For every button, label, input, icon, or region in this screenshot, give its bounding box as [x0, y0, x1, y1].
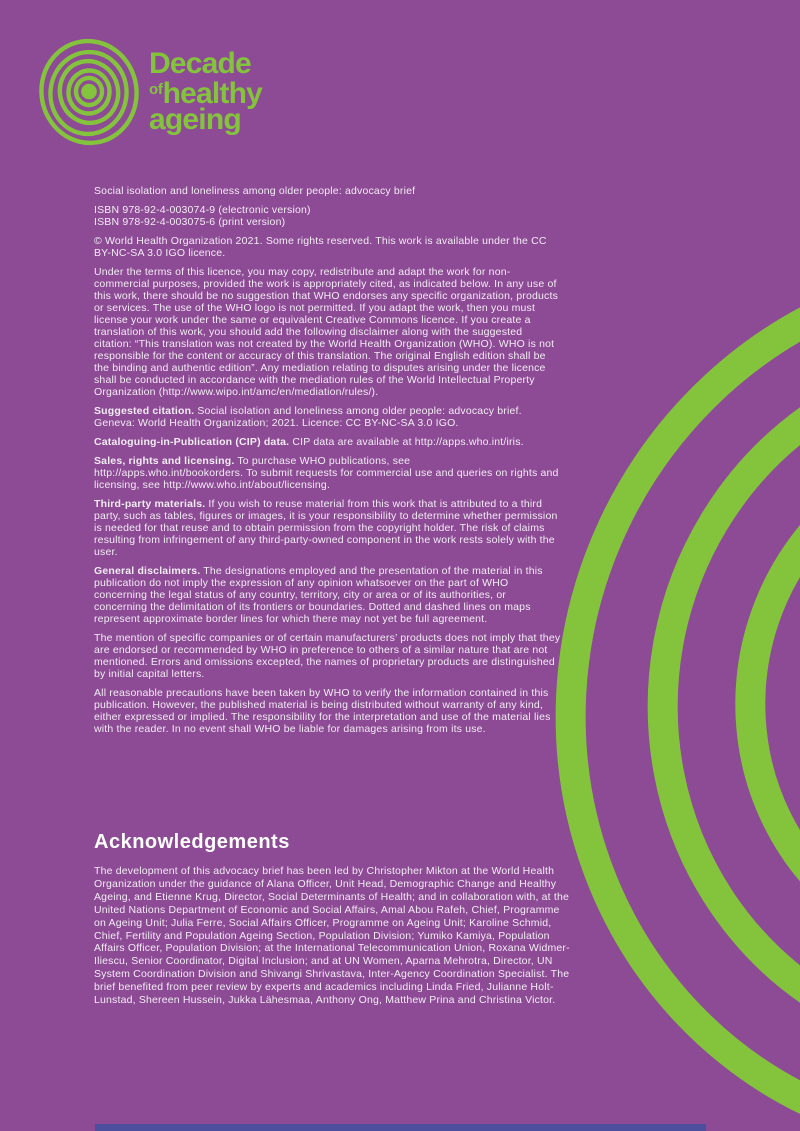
third-party-materials-paragraph: Third-party materials. If you wish to reuse material from this work that is attributed to a third party, such as tables, figures or images, it is your responsibility to determine whether permission is needed for that reuse and to obtain permission from the copyright holder. The risk of claims resulting from infringement of any third-party-owned component in the work rests solely with the user. [94, 498, 558, 558]
copyright-paragraph: © World Health Organization 2021. Some rights reserved. This work is available under the CC BY-NC-SA 3.0 IGO licence. [94, 235, 547, 259]
cip-data-label: Cataloguing-in-Publication (CIP) data. [94, 436, 290, 448]
acknowledgements-heading: Acknowledgements [94, 831, 290, 853]
logo-line3: ageing [149, 103, 241, 136]
cip-data-paragraph: Cataloguing-in-Publication (CIP) data. CIP data are available at http://apps.who.int/iris. [94, 436, 524, 448]
decade-logo-rings-icon [36, 38, 146, 148]
third-party-label: Third-party materials. [94, 498, 206, 510]
front-matter-block [94, 185, 562, 742]
isbn-print: ISBN 978-92-4-003075-6 (print version) [94, 216, 286, 228]
suggested-citation-paragraph: Suggested citation. Social isolation and loneliness among older people: advocacy brief. Geneva: World Health Organization; 2021. Licence: CC BY-NC-SA 3.0 IGO. [94, 405, 522, 429]
precautions-paragraph: All reasonable precautions have been taken by WHO to verify the information contained in this publication. However, the published material is being distributed without warranty of any kind, either expressed or implied. The responsibility for the interpretation and use of the material lies with the reader. In no event shall WHO be liable for damages arising from its use. [94, 687, 551, 735]
general-disclaimers-paragraph: General disclaimers. The designations employed and the presentation of the material in this publication do not imply the expression of any opinion whatsoever on the part of WHO concerning the legal status of any country, territory, city or area or of its authorities, or concerning the delimitation of its frontiers or boundaries. Dotted and dashed lines on maps represent approximate border lines for which there may not yet be full agreement. [94, 565, 543, 625]
general-disclaimers-label: General disclaimers. [94, 565, 201, 577]
logo-line1: Decade [149, 47, 251, 80]
footer-accent-bar [95, 1124, 706, 1131]
suggested-citation-label: Suggested citation. [94, 405, 195, 417]
sales-rights-licensing-paragraph: Sales, rights and licensing. To purchase WHO publications, see http://apps.who.int/bookorders. To submit requests for commercial use and queries on rights and licensing, see http://www.who.int/about/licensing. [94, 455, 559, 491]
sales-rights-label: Sales, rights and licensing. [94, 455, 235, 467]
companies-mention-paragraph: The mention of specific companies or of certain manufacturers’ products does not imply that they are endorsed or recommended by WHO in preference to others of a similar nature that are not mentioned. Errors and omissions excepted, the names of proprietary products are distinguished by initial capital letters. [94, 632, 561, 680]
acknowledgements-paragraph: The development of this advocacy brief has been led by Christopher Mikton at the World Health Organization under the guidance of Alana Officer, Unit Head, Demographic Change and Healthy Ageing, and Etienne Krug, Director, Social Determinants of Health; and in collaboration with, at the United Nations Department of Economic and Social Affairs, Amal Abou Rafeh, Chief, Programme on Ageing Unit; Julia Ferre, Social Affairs Officer, Programme on Ageing Unit; Karoline Schmid, Chief, Fertility and Population Ageing Section, Population Division; Yumiko Kamiya, Population Affairs Officer, Population Division; at the International Telecommunication Union, Roxana Widmer-Iliescu, Senior Coordinator, Digital Inclusion; and at UN Women, Aparna Mehrotra, Director, UN System Coordination Division and Shivangi Shrivastava, Inter-Agency Coordination Specialist. The brief benefited from peer review by experts and academics including Linda Fried, Julianne Holt-Lunstad, Shereen Hussein, Jukka Lähesmaa, Anthony Ong, Matthew Prina and Christina Victor. [94, 865, 570, 1007]
licence-terms-paragraph: Under the terms of this licence, you may copy, redistribute and adapt the work for non-commercial purposes, provided the work is appropriately cited, as indicated below. In any use of this work, there should be no suggestion that WHO endorses any specific organization, products or services. The use of the WHO logo is not permitted. If you adapt the work, then you must license your work under the same or equivalent Creative Commons licence. If you create a translation of this work, you should add the following disclaimer along with the suggested citation: “This translation was not created by the World Health Organization (WHO). WHO is not responsible for the content or accuracy of this translation. The original English edition shall be the binding and authentic edition”. Any mediation relating to disputes arising under the licence shall be conducted in accordance with the mediation rules of the World Intellectual Property Organization (http://www.wipo.int/amc/en/mediation/rules/). [94, 266, 558, 398]
publication-title: Social isolation and loneliness among older people: advocacy brief [94, 185, 416, 197]
logo-line2: healthy [162, 77, 262, 110]
isbn-block [94, 204, 562, 228]
logo-line2-of: of [149, 81, 163, 98]
acknowledgements-section [94, 831, 574, 1007]
isbn-electronic: ISBN 978-92-4-003074-9 (electronic version) [94, 204, 311, 216]
decade-logo-wordmark [149, 47, 262, 136]
decade-of-healthy-ageing-logo [36, 38, 366, 148]
